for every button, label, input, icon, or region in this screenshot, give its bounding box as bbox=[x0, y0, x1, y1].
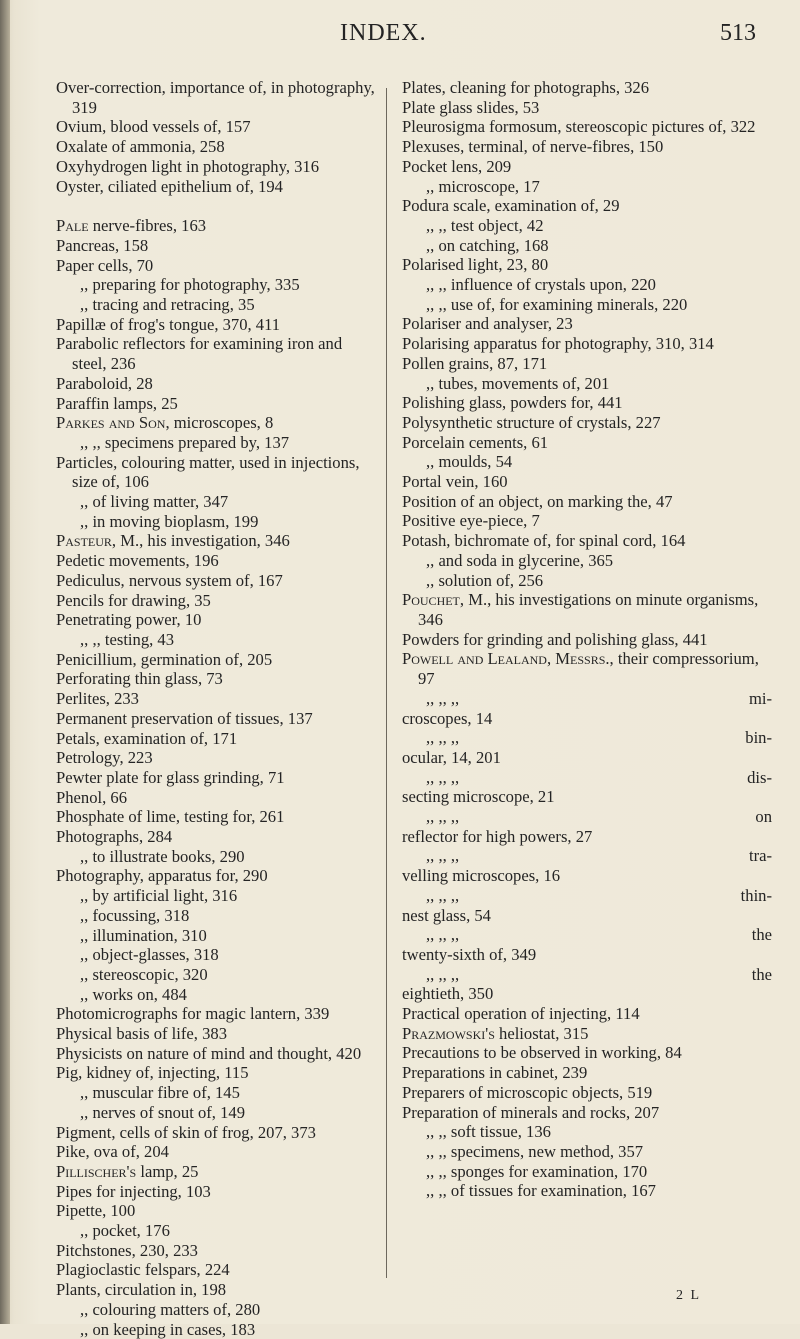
index-entry bbox=[402, 649, 772, 688]
index-subentry: ,, focussing, 318 bbox=[80, 905, 190, 925]
powell-subentry bbox=[402, 689, 772, 728]
index-entry: Polarising apparatus for photography, 310, 314 bbox=[402, 334, 714, 354]
index-subentry: ,, nerves of snout of, 149 bbox=[80, 1102, 245, 1122]
index-entry bbox=[56, 216, 376, 236]
index-subentry: ,, ,, testing, 43 bbox=[80, 629, 175, 649]
index-subentry: ,, solution of, 256 bbox=[426, 570, 544, 590]
ditto-marks: ,, ,, ,, bbox=[426, 688, 460, 708]
entry-caps: Powell and Lealand, Messrs. bbox=[402, 649, 610, 669]
index-entry: Pediculus, nervous system of, 167 bbox=[56, 570, 283, 590]
subentry-word: the bbox=[751, 964, 772, 984]
index-subentry: ,, on catching, 168 bbox=[426, 235, 549, 255]
index-entry: Plants, circulation in, 198 bbox=[56, 1280, 227, 1300]
entry-rest: lamp, 25 bbox=[136, 1161, 199, 1181]
index-entry: Position of an object, on marking the, 47 bbox=[402, 491, 673, 511]
index-subentry: ,, tubes, movements of, 201 bbox=[426, 373, 610, 393]
index-subentry: ,, muscular fibre of, 145 bbox=[80, 1083, 240, 1103]
index-entry: Potash, bichromate of, for spinal cord, 164 bbox=[402, 531, 686, 551]
index-entry: Preparations in cabinet, 239 bbox=[402, 1063, 588, 1083]
page-number: 513 bbox=[720, 20, 756, 46]
index-entry: Plates, cleaning for photographs, 326 bbox=[402, 78, 650, 97]
column-divider bbox=[386, 88, 387, 1278]
powell-subentry bbox=[402, 768, 772, 807]
index-subentry: ,, in moving bioplasm, 199 bbox=[80, 511, 259, 531]
index-subentry: ,, by artificial light, 316 bbox=[80, 886, 238, 906]
ditto-marks: ,, ,, ,, bbox=[426, 885, 460, 905]
entry-caps: Pasteur bbox=[56, 531, 112, 551]
index-entry bbox=[56, 1162, 376, 1182]
entry-caps: Prazmowski's bbox=[402, 1023, 495, 1043]
subentry-word: bin- bbox=[745, 728, 772, 748]
index-entry: Powders for grinding and polishing glass, 441 bbox=[402, 629, 708, 649]
index-entry: Pancreas, 158 bbox=[56, 235, 149, 255]
index-entry: Plagioclastic felspars, 224 bbox=[56, 1260, 230, 1280]
index-entry bbox=[56, 413, 376, 433]
index-entry bbox=[56, 531, 376, 551]
index-subentry: ,, to illustrate books, 290 bbox=[80, 846, 245, 866]
index-entry: ,, ,, use of, for examining minerals, 220 bbox=[426, 294, 688, 314]
index-entry: Oyster, ciliated epithelium of, 194 bbox=[56, 176, 283, 196]
subentry-continuation: eightieth, 350 bbox=[402, 984, 494, 1004]
index-entry: Phosphate of lime, testing for, 261 bbox=[56, 807, 285, 827]
index-entry: Plate glass slides, 53 bbox=[402, 97, 540, 117]
entry-caps: Parkes and Son bbox=[56, 413, 166, 433]
index-entry: Petrology, 223 bbox=[56, 748, 153, 768]
index-subentry: ,, colouring matters of, 280 bbox=[80, 1299, 261, 1319]
entry-rest: heliostat, 315 bbox=[494, 1023, 589, 1043]
entry-rest: , M., his investigation, 346 bbox=[111, 531, 290, 551]
entry-rest: , microscopes, 8 bbox=[165, 413, 274, 433]
entry-rest: nerve-fibres, 163 bbox=[88, 216, 207, 236]
powell-subentry bbox=[402, 807, 772, 846]
index-entry: Ovium, blood vessels of, 157 bbox=[56, 117, 251, 137]
index-entry: ,, ,, influence of crystals upon, 220 bbox=[426, 275, 656, 295]
index-entry: Pike, ova of, 204 bbox=[56, 1142, 169, 1162]
index-entry: Paraboloid, 28 bbox=[56, 373, 153, 393]
index-entry: Paraffin lamps, 25 bbox=[56, 393, 178, 413]
subentry-continuation: reflector for high powers, 27 bbox=[402, 826, 593, 846]
powell-subentry bbox=[402, 925, 772, 964]
subentry-continuation: twenty-sixth of, 349 bbox=[402, 944, 537, 964]
index-entry: Podura scale, examination of, 29 bbox=[402, 196, 620, 216]
index-entry: Pewter plate for glass grinding, 71 bbox=[56, 767, 285, 787]
index-entry: Practical operation of injecting, 114 bbox=[402, 1004, 640, 1024]
ditto-marks: ,, ,, ,, bbox=[426, 767, 460, 787]
index-entry: Over-correction, importance of, in photography, 319 bbox=[56, 78, 375, 117]
index-subentry: ,, tracing and retracing, 35 bbox=[80, 295, 255, 315]
index-subentry: ,, preparing for photography, 335 bbox=[80, 275, 300, 295]
index-entry: Pipes for injecting, 103 bbox=[56, 1181, 211, 1201]
index-entry: Penetrating power, 10 bbox=[56, 610, 202, 630]
index-subentry: ,, works on, 484 bbox=[80, 984, 187, 1004]
index-entry: Papillæ of frog's tongue, 370, 411 bbox=[56, 314, 281, 334]
index-subentry: ,, on keeping in cases, 183 bbox=[80, 1319, 256, 1339]
subentry-continuation: ocular, 14, 201 bbox=[402, 747, 501, 767]
entry-rest: , their compressorium, 97 bbox=[418, 649, 759, 689]
index-subentry: ,, object-glasses, 318 bbox=[80, 945, 219, 965]
index-entry: Perlites, 233 bbox=[56, 689, 139, 709]
index-entry: Precautions to be observed in working, 84 bbox=[402, 1043, 682, 1063]
subentry-continuation: velling microscopes, 16 bbox=[402, 866, 561, 886]
index-subentry: ,, stereoscopic, 320 bbox=[80, 964, 208, 984]
index-entry: Pigment, cells of skin of frog, 207, 373 bbox=[56, 1122, 316, 1142]
ditto-marks: ,, ,, ,, bbox=[426, 807, 460, 827]
index-subentry: ,, moulds, 54 bbox=[426, 452, 513, 472]
subentry-continuation: nest glass, 54 bbox=[402, 905, 491, 925]
index-entry: ,, ,, of tissues for examination, 167 bbox=[426, 1181, 656, 1201]
index-entry: Preparation of minerals and rocks, 207 bbox=[402, 1102, 660, 1122]
index-subentry: ,, pocket, 176 bbox=[80, 1221, 170, 1241]
index-entry: Portal vein, 160 bbox=[402, 472, 508, 492]
subentry-word: on bbox=[755, 807, 772, 827]
index-entry: Pitchstones, 230, 233 bbox=[56, 1240, 198, 1260]
signature-mark: 2 L bbox=[676, 1288, 702, 1303]
index-subentry: ,, ,, specimens prepared by, 137 bbox=[80, 432, 290, 452]
subentry-word: dis- bbox=[747, 767, 772, 787]
entry-caps: Pale bbox=[56, 216, 89, 236]
index-entry: Photographs, 284 bbox=[56, 827, 173, 847]
index-entry: Pedetic movements, 196 bbox=[56, 551, 219, 571]
index-entry: Oxalate of ammonia, 258 bbox=[56, 137, 225, 157]
index-entry: Pollen grains, 87, 171 bbox=[402, 353, 548, 373]
subentry-word: tra- bbox=[748, 846, 772, 866]
powell-subentry bbox=[402, 886, 772, 925]
index-entry: Pipette, 100 bbox=[56, 1201, 136, 1221]
index-subentry: ,, microscope, 17 bbox=[426, 176, 540, 196]
subentry-word: the bbox=[751, 925, 772, 945]
index-entry: Preparers of microscopic objects, 519 bbox=[402, 1082, 653, 1102]
index-entry: Polarised light, 23, 80 bbox=[402, 255, 549, 275]
powell-subentry bbox=[402, 846, 772, 885]
index-entry: Physical basis of life, 383 bbox=[56, 1024, 227, 1044]
index-entry: Paper cells, 70 bbox=[56, 255, 154, 275]
binding-edge bbox=[0, 0, 10, 1324]
index-entry: Pencils for drawing, 35 bbox=[56, 590, 211, 610]
index-entry: Permanent preservation of tissues, 137 bbox=[56, 708, 313, 728]
subentry-word: mi- bbox=[748, 688, 772, 708]
index-subentry: ,, illumination, 310 bbox=[80, 925, 207, 945]
index-entry: ,, ,, specimens, new method, 357 bbox=[426, 1141, 644, 1161]
index-entry: Photography, apparatus for, 290 bbox=[56, 866, 268, 886]
index-entry: Particles, colouring matter, used in injections, size of, 106 bbox=[56, 452, 360, 492]
powell-subentry bbox=[402, 965, 772, 1004]
index-subentry: ,, ,, test object, 42 bbox=[426, 215, 544, 235]
index-entry: Pocket lens, 209 bbox=[402, 156, 512, 176]
index-entry: Perforating thin glass, 73 bbox=[56, 669, 223, 689]
index-entry: Polysynthetic structure of crystals, 227 bbox=[402, 412, 661, 432]
index-entry: Oxyhydrogen light in photography, 316 bbox=[56, 156, 320, 176]
entry-rest: , M., his investigations on minute organisms, 346 bbox=[418, 590, 759, 629]
index-entry: Porcelain cements, 61 bbox=[402, 432, 549, 452]
ditto-marks: ,, ,, ,, bbox=[426, 728, 460, 748]
index-entry: Polariser and analyser, 23 bbox=[402, 314, 573, 334]
left-column bbox=[56, 78, 376, 1339]
index-subentry: ,, and soda in glycerine, 365 bbox=[426, 550, 614, 570]
ditto-marks: ,, ,, ,, bbox=[426, 925, 460, 945]
index-subentry: ,, ,, soft tissue, 136 bbox=[426, 1122, 551, 1142]
subentry-continuation: secting microscope, 21 bbox=[402, 787, 555, 807]
letter-gap bbox=[56, 196, 376, 216]
page-title: INDEX. bbox=[340, 20, 427, 46]
index-entry: ,, ,, sponges for examination, 170 bbox=[426, 1161, 648, 1181]
index-entry: Plexuses, terminal, of nerve-fibres, 150 bbox=[402, 137, 664, 157]
index-entry: Positive eye-piece, 7 bbox=[402, 511, 540, 531]
index-subentry: ,, of living matter, 347 bbox=[80, 492, 229, 512]
index-entry: Pleurosigma formosum, stereoscopic pictures of, 322 bbox=[402, 117, 756, 137]
powell-subentry bbox=[402, 728, 772, 767]
subentry-word: thin- bbox=[740, 885, 772, 905]
index-entry bbox=[402, 590, 772, 629]
index-entry: Physicists on nature of mind and thought, 420 bbox=[56, 1043, 362, 1063]
subentry-continuation: croscopes, 14 bbox=[402, 708, 493, 728]
entry-caps: Pillischer's bbox=[56, 1161, 137, 1181]
index-entry: Petals, examination of, 171 bbox=[56, 728, 238, 748]
right-column bbox=[402, 78, 772, 1201]
entry-caps: Pouchet bbox=[402, 590, 460, 610]
index-entry bbox=[402, 1024, 772, 1044]
index-entry: Polishing glass, powders for, 441 bbox=[402, 393, 623, 413]
index-entry: Parabolic reflectors for examining iron and steel, 236 bbox=[56, 334, 343, 374]
page-header bbox=[0, 20, 800, 64]
index-entry: Photomicrographs for magic lantern, 339 bbox=[56, 1004, 330, 1024]
ditto-marks: ,, ,, ,, bbox=[426, 846, 460, 866]
index-entry: Penicillium, germination of, 205 bbox=[56, 649, 273, 669]
ditto-marks: ,, ,, ,, bbox=[426, 964, 460, 984]
index-entry: Phenol, 66 bbox=[56, 787, 127, 807]
index-entry: Pig, kidney of, injecting, 115 bbox=[56, 1063, 249, 1083]
